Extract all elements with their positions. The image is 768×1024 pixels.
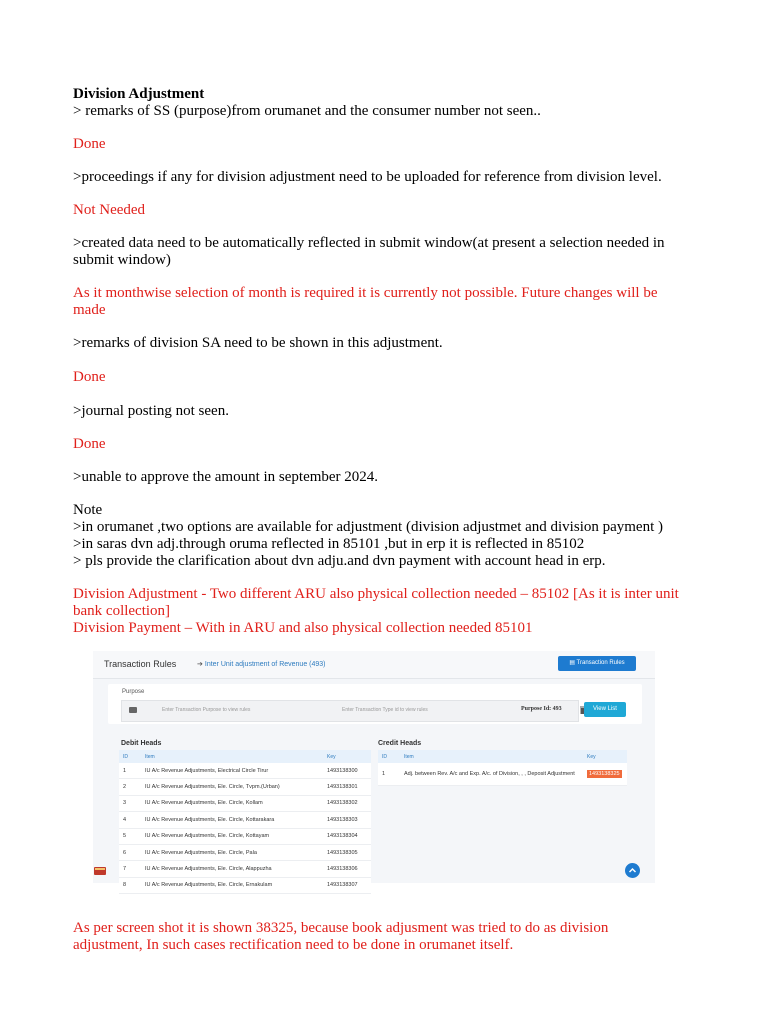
- row-item: IU A/c Revenue Adjustments, Ele. Circle, Tvpm.(Urban): [141, 779, 323, 795]
- row-key: 1493138306: [323, 861, 371, 877]
- table-row[interactable]: [378, 763, 627, 786]
- transaction-rules-button[interactable]: [558, 656, 636, 671]
- shot-header: [93, 651, 655, 679]
- breadcrumb-label: Inter Unit adjustment of Revenue (493): [204, 661, 326, 668]
- row-key: 1493138301: [323, 779, 371, 795]
- table-row[interactable]: [119, 795, 371, 811]
- chevron-up-icon: [625, 863, 640, 878]
- row-item: IU A/c Revenue Adjustments, Ele. Circle, Kollam: [141, 795, 323, 811]
- credit-heads-label: Credit Heads: [378, 740, 422, 747]
- row-id: 7: [119, 861, 141, 877]
- point-3: >created data need to be automatically reflected in submit window(at present a selection needed in submit window): [73, 235, 665, 268]
- table-header-row: [119, 750, 371, 763]
- transaction-type-input[interactable]: Enter Transaction Type id to view rules: [342, 707, 428, 713]
- row-id: 6: [119, 844, 141, 860]
- table-row[interactable]: [119, 861, 371, 877]
- document-body: [73, 86, 693, 637]
- row-item: IU A/c Revenue Adjustments, Ele. Circle, Pala: [141, 844, 323, 860]
- row-id: 1: [119, 763, 141, 779]
- table-row[interactable]: [119, 812, 371, 828]
- row-key: 1493138303: [323, 812, 371, 828]
- point-6: >unable to approve the amount in september 2024.: [73, 469, 379, 485]
- breadcrumb: [197, 660, 326, 668]
- card-icon: [128, 705, 138, 715]
- note-title: Note: [73, 502, 103, 518]
- table-row[interactable]: [119, 844, 371, 860]
- note-line: >in saras dvn adj.through oruma reflected in 85101 ,but in erp it is reflected in 85102: [73, 536, 585, 552]
- answer-1: Done: [73, 136, 106, 152]
- row-key: 1493138302: [323, 795, 371, 811]
- book-icon: [93, 865, 107, 877]
- table-row[interactable]: [119, 763, 371, 779]
- point-5: >journal posting not seen.: [73, 403, 229, 419]
- point-1: > remarks of SS (purpose)from orumanet and the consumer number not seen..: [73, 103, 541, 119]
- footer-note: As per screen shot it is shown 38325, because book adjusment was tried to do as division adjustment, In such cases rectification need to be done in orumanet itself.: [73, 920, 609, 953]
- row-item: IU A/c Revenue Adjustments, Ele. Circle, Kottarakara: [141, 812, 323, 828]
- row-id: 8: [119, 877, 141, 893]
- row-item: IU A/c Revenue Adjustments, Ele. Circle, Kottayam: [141, 828, 323, 844]
- purpose-search-row: [121, 700, 579, 722]
- note-line: > pls provide the clarification about dvn adju.and dvn payment with account head in erp.: [73, 553, 606, 569]
- arrow-right-icon: ➔: [197, 661, 203, 668]
- point-4: >remarks of division SA need to be shown in this adjustment.: [73, 335, 443, 351]
- answer-division-payment: Division Payment – With in ARU and also physical collection needed 85101: [73, 620, 533, 636]
- answer-4: Done: [73, 369, 106, 385]
- document-icon: ▤: [569, 660, 577, 666]
- col-item: Item: [400, 750, 583, 763]
- table-row[interactable]: [119, 877, 371, 893]
- scroll-up-button[interactable]: [625, 863, 640, 878]
- debit-heads-table: [119, 750, 371, 894]
- table-row[interactable]: [119, 828, 371, 844]
- row-id: 2: [119, 779, 141, 795]
- answer-3: As it monthwise selection of month is required it is currently not possible. Future changes will be made: [73, 285, 658, 318]
- transaction-rules-label: Transaction Rules: [576, 660, 625, 666]
- row-key: 1493138307: [323, 877, 371, 893]
- table-row[interactable]: [119, 779, 371, 795]
- purpose-card: [108, 684, 642, 724]
- screenshot-transaction-rules: [93, 651, 655, 889]
- row-item: IU A/c Revenue Adjustments, Electrical Circle Tirur: [141, 763, 323, 779]
- row-key: [583, 763, 627, 786]
- col-id: ID: [119, 750, 141, 763]
- point-2: >proceedings if any for division adjustment need to be uploaded for reference from division level.: [73, 169, 662, 185]
- purpose-label: Purpose: [122, 689, 145, 695]
- shot-title: Transaction Rules: [104, 659, 177, 669]
- row-item: IU A/c Revenue Adjustments, Ele. Circle, Alappuzha: [141, 861, 323, 877]
- row-item: Adj. between Rev. A/c and Exp. A/c. of Division, , , Deposit Adjustment: [400, 763, 583, 786]
- row-key: 1493138304: [323, 828, 371, 844]
- col-key: Key: [323, 750, 371, 763]
- col-key: Key: [583, 750, 627, 763]
- answer-division-adjustment: Division Adjustment - Two different ARU also physical collection needed – 85102 [As it is inter unit bank collection]: [73, 586, 679, 619]
- credit-heads-table: [378, 750, 627, 786]
- row-id: 3: [119, 795, 141, 811]
- row-id: 5: [119, 828, 141, 844]
- row-key: 1493138305: [323, 844, 371, 860]
- col-id: ID: [378, 750, 400, 763]
- highlighted-key: 1493138325: [589, 771, 620, 777]
- row-id: 4: [119, 812, 141, 828]
- view-list-button[interactable]: View List: [584, 702, 626, 717]
- row-key: 1493138300: [323, 763, 371, 779]
- note-line: >in orumanet ,two options are available for adjustment (division adjustmet and division payment ): [73, 519, 664, 535]
- doc-heading: Division Adjustment: [73, 86, 205, 102]
- col-item: Item: [141, 750, 323, 763]
- debit-heads-label: Debit Heads: [121, 740, 162, 747]
- row-id: 1: [378, 763, 400, 786]
- row-item: IU A/c Revenue Adjustments, Ele. Circle, Ernakulam: [141, 877, 323, 893]
- table-header-row: [378, 750, 627, 763]
- answer-5: Done: [73, 436, 106, 452]
- purpose-input[interactable]: Enter Transaction Purpose to view rules: [162, 707, 251, 713]
- purpose-id: Purpose Id: 493: [521, 706, 562, 712]
- answer-2: Not Needed: [73, 202, 146, 218]
